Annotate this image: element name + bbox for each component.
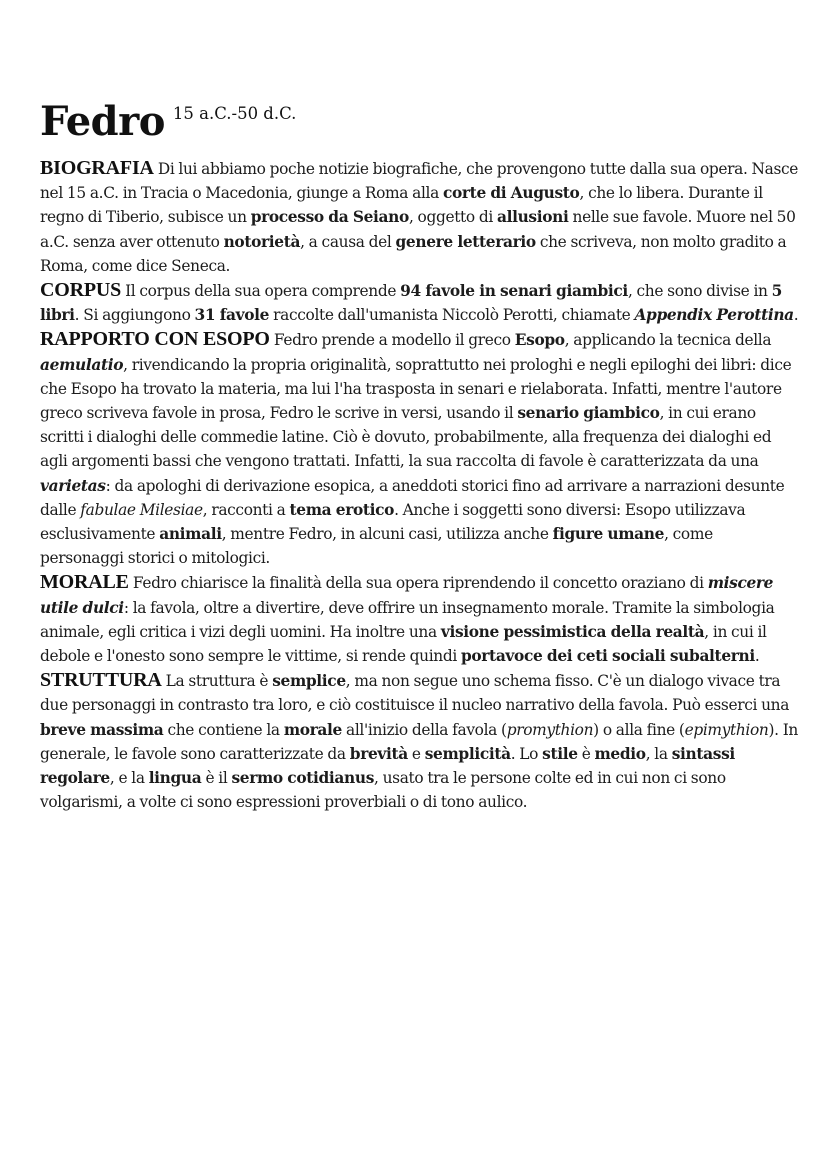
page-title: Fedro: [40, 98, 165, 145]
section-heading: MORALE: [40, 571, 129, 594]
plain-text: , e la: [109, 769, 149, 788]
plain-text: , mentre Fedro, in alcuni casi, utilizza anche: [221, 525, 553, 544]
bold-text: stile: [542, 744, 578, 763]
plain-text: Il corpus della sua opera comprende: [121, 282, 401, 301]
plain-text: ) o alla fine (: [593, 720, 685, 739]
plain-text: è il: [201, 769, 232, 788]
bold-text: sintassi regolare: [40, 744, 735, 788]
italic-text: epimythion: [684, 720, 769, 739]
plain-text: e: [407, 744, 425, 763]
bold-text: Esopo: [514, 331, 565, 350]
emphasis-text: miscere utile dulci: [40, 574, 774, 617]
plain-text: . Lo: [510, 744, 543, 763]
bold-text: visione pessimistica della realtà: [440, 622, 705, 641]
bold-text: 5 libri: [40, 282, 783, 325]
plain-text: ). In generale, le favole sono caratterizzate da: [40, 720, 798, 763]
emphasis-text: varietas: [40, 476, 106, 495]
bold-text: medio: [594, 744, 646, 763]
bold-text: 31 favole: [194, 306, 270, 325]
italic-text: fabulae Milesiae: [80, 500, 203, 519]
plain-text: , in cui erano scritti i dialoghi delle commedie latine. Ciò è dovuto, probabilmente, alla frequenza dei dialoghi ed agli argomenti bassi che vengono trattati. Infatti, la sua raccolta di favole è caratterizzata da una: [40, 404, 772, 471]
plain-text: , in cui il debole e l'onesto sono sempre le vittime, si rende quindi: [40, 622, 767, 666]
italic-text: promythion: [506, 720, 594, 739]
plain-text: che contiene la: [163, 720, 284, 739]
section-heading: RAPPORTO CON ESOPO: [40, 328, 270, 351]
bold-text: tema erotico: [289, 500, 395, 519]
plain-text: . Anche i soggetti sono diversi: Esopo utilizzava esclusivamente: [40, 500, 746, 544]
emphasis-text: Appendix Perottina: [634, 306, 794, 325]
bold-text: brevità: [349, 744, 408, 763]
bold-text: genere letterario: [395, 232, 536, 251]
bold-text: processo da Seiano: [250, 208, 409, 227]
plain-text: è: [577, 744, 595, 763]
bold-text: allusioni: [496, 208, 569, 227]
bold-text: 94 favole in senari giambici: [400, 282, 628, 301]
plain-text: raccolte dall'umanista Niccolò Perotti, chiamate: [269, 306, 635, 325]
bold-text: corte di Augusto: [442, 184, 580, 203]
section-body: [40, 160, 798, 275]
section-body: [40, 331, 791, 567]
section-heading: STRUTTURA: [40, 669, 162, 692]
bold-text: animali: [159, 525, 222, 544]
bold-text: lingua: [148, 769, 202, 788]
bold-text: semplice: [272, 672, 346, 691]
plain-text: , usato tra le persone colte ed in cui non ci sono volgarismi, a volte ci sono espressioni proverbiali o di tono aulico.: [40, 769, 726, 812]
bold-text: notorietà: [223, 232, 301, 251]
document-page: [40, 98, 800, 814]
plain-text: .: [793, 306, 799, 325]
plain-text: Di lui abbiamo poche notizie biografiche, che provengono tutte dalla sua opera. Nasce nel 15 a.C. in Tracia o Macedonia, giunge a Roma alla: [40, 160, 799, 203]
plain-text: , ma non segue uno schema fisso. C'è un dialogo vivace tra due personaggi in contrasto tra loro, e ciò costituisce il nucleo narrativo della favola. Può esserci una: [40, 672, 790, 715]
plain-text: : la favola, oltre a divertire, deve offrire un insegnamento morale. Tramite la simbologia animale, egli critica i vizi degli uomini. Ha inoltre una: [40, 598, 775, 641]
plain-text: . Si aggiungono: [74, 306, 195, 325]
plain-text: , oggetto di: [408, 208, 497, 227]
title-row: [40, 98, 800, 146]
bold-text: portavoce dei ceti sociali subalterni: [460, 647, 755, 666]
plain-text: La struttura è: [161, 672, 273, 691]
bold-text: semplicità: [424, 744, 511, 763]
bold-text: senario giambico: [517, 404, 660, 423]
section-morale: [40, 570, 800, 668]
section-body: [40, 672, 798, 811]
plain-text: Fedro prende a modello il greco: [269, 331, 515, 350]
section-body: [40, 282, 798, 324]
plain-text: : da apologhi di derivazione esopica, a aneddoti storici fino ad arrivare a narrazioni desunte dalle: [40, 476, 785, 519]
plain-text: , che lo libera. Durante il regno di Tiberio, subisce un: [40, 184, 763, 227]
plain-text: .: [754, 647, 760, 666]
plain-text: che scriveva, non molto gradito a Roma, come dice Seneca.: [40, 232, 787, 275]
author-dates: 15 a.C.-50 d.C.: [172, 104, 297, 123]
section-struttura: [40, 668, 800, 814]
bold-text: figure umane: [552, 525, 665, 544]
plain-text: , come personaggi storici o mitologici.: [40, 525, 713, 568]
section-body: [40, 574, 774, 665]
section-rapporto-con-esopo: [40, 327, 800, 570]
plain-text: Fedro chiarisce la finalità della sua opera riprendendo il concetto oraziano di: [128, 574, 708, 593]
plain-text: , a causa del: [300, 232, 396, 251]
plain-text: , che sono divise in: [627, 282, 772, 301]
plain-text: , applicando la tecnica della: [564, 331, 772, 350]
section-corpus: [40, 278, 800, 327]
section-biografia: [40, 156, 800, 278]
plain-text: , rivendicando la propria originalità, soprattutto nei prologhi e negli epiloghi dei libri: dice che Esopo ha trovato la materia, ma lui l'ha trasposta in senari e rielaborata. Infatti, mentre l'autore greco scriveva favole in prosa, Fedro le scrive in versi, usando il: [40, 355, 792, 423]
plain-text: all'inizio della favola (: [341, 720, 507, 739]
section-heading: CORPUS: [40, 279, 122, 302]
bold-text: morale: [283, 720, 342, 739]
plain-text: , racconti a: [202, 500, 290, 519]
bold-text: sermo cotidianus: [231, 769, 375, 788]
emphasis-text: aemulatio: [40, 355, 124, 374]
plain-text: nelle sue favole. Muore nel 50 a.C. senza aver ottenuto: [40, 208, 796, 251]
plain-text: , la: [645, 744, 672, 763]
bold-text: breve massima: [40, 720, 164, 739]
section-heading: BIOGRAFIA: [40, 157, 154, 179]
